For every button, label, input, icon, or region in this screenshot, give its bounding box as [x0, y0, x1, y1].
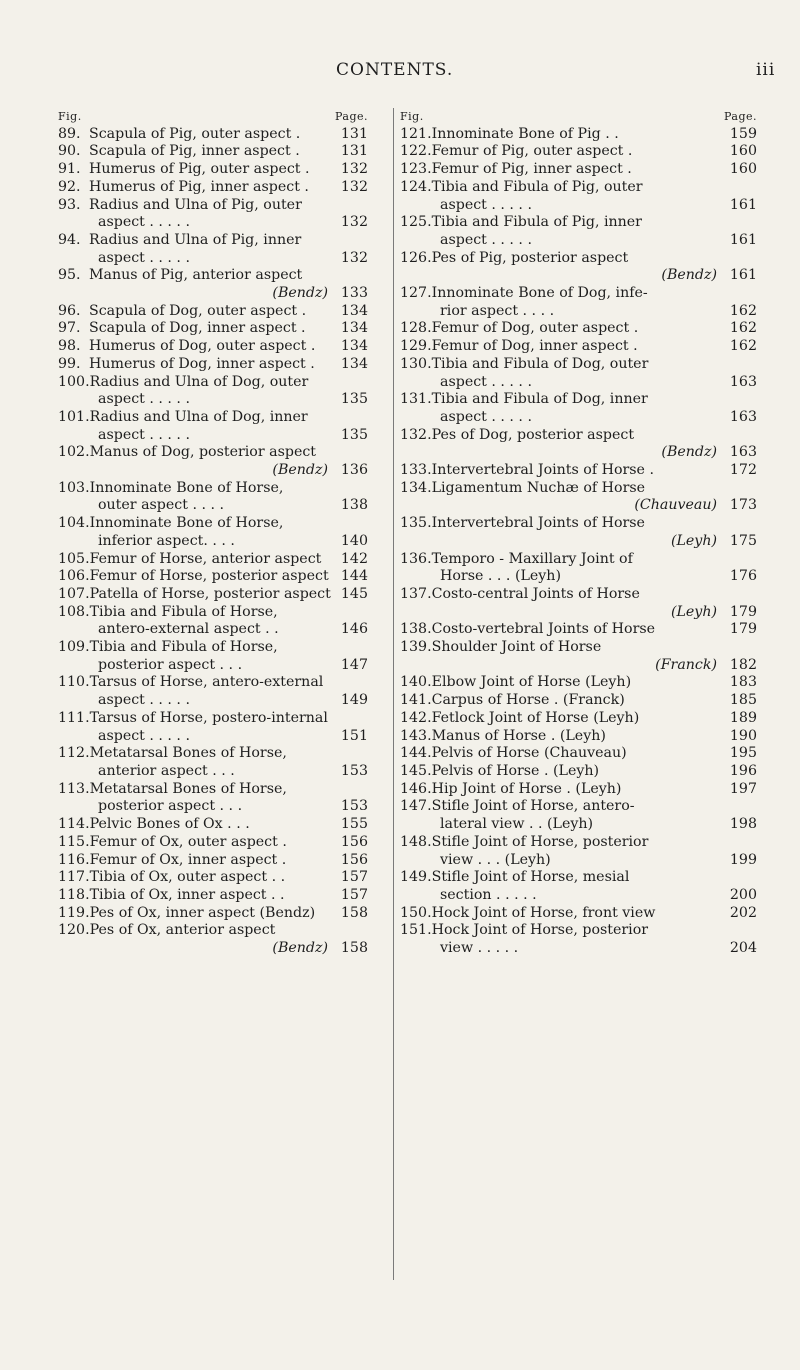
entry-text: view . . . . . — [440, 940, 519, 957]
entry-page-number: 156 — [340, 851, 368, 868]
entry-page-number: 151 — [340, 727, 368, 744]
contents-entry — [58, 781, 368, 816]
entry-page-number: 197 — [729, 780, 757, 797]
entry-page-number: 149 — [340, 692, 368, 709]
contents-entry — [400, 338, 757, 356]
entry-text: lateral view . . (Leyh) — [440, 816, 594, 833]
entry-text: Humerus of Pig, outer aspect . — [89, 161, 310, 178]
entry-page-number: 131 — [340, 125, 368, 142]
contents-entry — [58, 604, 368, 639]
figure-number: 144. — [400, 745, 432, 762]
contents-column-left — [58, 108, 368, 958]
contents-entry — [400, 515, 757, 550]
contents-entry — [58, 745, 368, 780]
entry-page-number: 158 — [340, 940, 368, 957]
entry-text: Innominate Bone of Dog, infe- — [431, 285, 648, 302]
entry-text: Pelvis of Horse . (Leyh) — [431, 763, 600, 779]
contents-entry — [400, 214, 757, 249]
figure-number: 128. — [400, 320, 432, 337]
entry-page-number: 145 — [340, 585, 368, 602]
entry-page-number: 153 — [340, 763, 368, 779]
entry-text: aspect . . . . . — [98, 426, 190, 443]
entry-text: Pes of Pig, posterior aspect — [431, 249, 629, 266]
entry-text: Femur of Dog, outer aspect . — [431, 320, 639, 337]
entry-text: Femur of Ox, outer aspect . — [89, 833, 287, 850]
figure-number: 145. — [400, 763, 432, 779]
contents-entry — [58, 444, 368, 479]
entry-text: Femur of Ox, inner aspect . — [89, 851, 287, 868]
entry-text: Stifle Joint of Horse, antero- — [431, 798, 635, 815]
entry-text: Stifle Joint of Horse, mesial — [431, 869, 630, 886]
entry-text: Scapula of Pig, inner aspect . — [89, 143, 300, 160]
entry-text: Fetlock Joint of Horse (Leyh) — [431, 709, 640, 726]
contents-entry — [400, 356, 757, 391]
entry-page-number: 144 — [340, 568, 368, 585]
contents-entry — [400, 250, 757, 285]
contents-entry — [58, 852, 368, 870]
entry-text: Femur of Dog, inner aspect . — [431, 338, 638, 355]
entry-text: Tarsus of Horse, antero-external — [89, 674, 324, 691]
entry-page-number: 140 — [340, 532, 368, 549]
figure-number: 117. — [58, 869, 90, 886]
entry-page-number: 163 — [729, 444, 757, 461]
entry-text: Manus of Dog, posterior aspect — [89, 444, 316, 461]
figure-number: 141. — [400, 692, 432, 709]
contents-entry — [400, 674, 757, 692]
figure-number: 89. — [58, 125, 81, 142]
entry-text: Tibia of Ox, outer aspect . . — [89, 869, 286, 886]
contents-entry — [58, 374, 368, 409]
entry-text: posterior aspect . . . — [98, 798, 243, 815]
contents-entry — [58, 320, 368, 338]
contents-entry — [400, 710, 757, 728]
figure-number: 139. — [400, 639, 432, 656]
contents-entry — [400, 391, 757, 426]
figure-number: 91. — [58, 161, 81, 178]
figure-number: 116. — [58, 851, 90, 868]
entry-text: Radius and Ulna of Dog, outer — [89, 373, 309, 390]
figure-number: 137. — [400, 585, 432, 602]
contents-entry — [58, 674, 368, 709]
entry-text: Humerus of Pig, inner aspect . — [89, 178, 309, 195]
contents-entry — [58, 816, 368, 834]
column-header — [58, 108, 368, 126]
entry-text: Pes of Ox, inner aspect (Bendz) — [89, 904, 316, 921]
contents-entry — [400, 745, 757, 763]
contents-entry — [400, 586, 757, 621]
figure-number: 110. — [58, 674, 90, 691]
figure-number: 112. — [58, 745, 90, 762]
entry-page-number: 175 — [729, 532, 757, 549]
entry-page-number: 190 — [729, 727, 757, 744]
figure-number: 133. — [400, 462, 432, 479]
contents-entry — [58, 922, 368, 957]
figure-number: 109. — [58, 639, 90, 656]
figure-number: 143. — [400, 727, 432, 744]
contents-entry — [58, 515, 368, 550]
entry-page-number: 132 — [340, 178, 368, 195]
page-heading: Page. — [723, 110, 757, 123]
entry-page-number: 132 — [340, 161, 368, 178]
contents-entry — [400, 692, 757, 710]
figure-number: 134. — [400, 479, 432, 496]
entry-text: antero-external aspect . . — [98, 621, 279, 638]
entry-text: Costo-vertebral Joints of Horse — [431, 621, 656, 638]
figure-number: 106. — [58, 568, 90, 585]
figure-number: 103. — [58, 479, 90, 496]
entry-page-number: 135 — [340, 426, 368, 443]
entry-page-number: 132 — [340, 214, 368, 231]
entry-page-number: 132 — [340, 249, 368, 266]
entry-text: (Leyh) — [670, 532, 717, 549]
contents-entry — [58, 409, 368, 444]
entry-page-number: 183 — [729, 674, 757, 691]
figure-number: 107. — [58, 585, 90, 602]
entry-page-number: 195 — [729, 745, 757, 762]
contents-entry — [400, 621, 757, 639]
entry-page-number: 147 — [340, 656, 368, 673]
entry-text: Innominate Bone of Horse, — [89, 479, 284, 496]
figure-number: 146. — [400, 780, 432, 797]
contents-entry — [400, 427, 757, 462]
contents-entry — [400, 905, 757, 923]
entry-text: view . . . (Leyh) — [440, 851, 551, 868]
entry-page-number: 199 — [729, 851, 757, 868]
entry-text: (Bendz) — [272, 462, 328, 479]
contents-entry — [58, 143, 368, 161]
entry-text: Tibia and Fibula of Pig, inner — [431, 214, 642, 231]
contents-entry — [400, 143, 757, 161]
entry-page-number: 179 — [729, 621, 757, 638]
entry-text: aspect . . . . . — [98, 727, 190, 744]
entry-text: Humerus of Dog, inner aspect . — [89, 355, 315, 372]
contents-entry — [58, 639, 368, 674]
contents-column-right — [393, 108, 757, 1280]
entry-text: aspect . . . . . — [440, 231, 532, 248]
entry-page-number: 134 — [340, 338, 368, 355]
contents-entry — [58, 161, 368, 179]
contents-entry — [58, 338, 368, 356]
entry-text: (Franck) — [655, 656, 717, 673]
entry-text: Metatarsal Bones of Horse, — [89, 780, 287, 797]
entry-text: aspect . . . . . — [98, 249, 190, 266]
entry-text: section . . . . . — [440, 886, 537, 903]
contents-entry — [400, 320, 757, 338]
entry-text: Femur of Pig, outer aspect . — [431, 143, 633, 160]
contents-entry — [400, 480, 757, 515]
contents-entry — [400, 798, 757, 833]
entry-text: Elbow Joint of Horse (Leyh) — [431, 674, 632, 691]
entry-text: Tibia and Fibula of Dog, outer — [431, 355, 649, 372]
entry-text: posterior aspect . . . — [98, 656, 243, 673]
entry-page-number: 155 — [340, 816, 368, 833]
entry-page-number: 134 — [340, 302, 368, 319]
figure-number: 115. — [58, 833, 90, 850]
contents-entry — [400, 161, 757, 179]
figure-number: 151. — [400, 922, 432, 939]
contents-entry — [400, 728, 757, 746]
entry-text: (Bendz) — [661, 444, 717, 461]
contents-entry — [58, 179, 368, 197]
figure-number: 135. — [400, 515, 432, 532]
entry-text: Ligamentum Nuchæ of Horse — [431, 479, 646, 496]
entry-text: inferior aspect. . . . — [98, 532, 235, 549]
entry-text: aspect . . . . . — [440, 373, 532, 390]
entry-page-number: 157 — [340, 869, 368, 886]
contents-entry — [58, 126, 368, 144]
contents-entry — [400, 869, 757, 904]
entry-text: Scapula of Dog, outer aspect . — [89, 302, 307, 319]
entry-text: Femur of Pig, inner aspect . — [431, 161, 632, 178]
page-number: iii — [756, 60, 776, 80]
figure-number: 102. — [58, 444, 90, 461]
page-heading: Page. — [334, 110, 368, 123]
entry-text: Radius and Ulna of Pig, inner — [89, 231, 302, 248]
entry-text: aspect . . . . . — [98, 692, 190, 709]
entry-page-number: 136 — [340, 462, 368, 479]
entry-page-number: 159 — [729, 125, 757, 142]
contents-entry — [400, 922, 757, 957]
contents-entry — [58, 586, 368, 604]
entry-page-number: 196 — [729, 763, 757, 779]
entry-text: Pes of Ox, anterior aspect — [89, 922, 276, 939]
entry-page-number: 173 — [729, 497, 757, 514]
entry-page-number: 204 — [729, 940, 757, 957]
contents-entry — [58, 480, 368, 515]
entry-text: Tibia of Ox, inner aspect . . — [89, 886, 285, 903]
figure-number: 104. — [58, 515, 90, 532]
entry-text: Tibia and Fibula of Horse, — [89, 639, 278, 656]
entry-text: Hock Joint of Horse, front view — [431, 904, 656, 921]
figure-number: 100. — [58, 373, 90, 390]
contents-entry — [400, 551, 757, 586]
entry-page-number: 163 — [729, 373, 757, 390]
entry-text: (Bendz) — [272, 285, 328, 302]
contents-entry — [58, 905, 368, 923]
contents-entry — [400, 639, 757, 674]
entry-page-number: 163 — [729, 408, 757, 425]
entry-page-number: 162 — [729, 302, 757, 319]
entry-text: Hip Joint of Horse . (Leyh) — [431, 780, 622, 797]
entry-page-number: 198 — [729, 816, 757, 833]
contents-entry — [58, 197, 368, 232]
page-title: CONTENTS. — [336, 60, 454, 80]
entry-page-number: 133 — [340, 285, 368, 302]
entry-text: Radius and Ulna of Pig, outer — [89, 196, 302, 213]
fig-heading: Fig. — [400, 110, 424, 123]
entry-page-number: 135 — [340, 391, 368, 408]
entry-text: Carpus of Horse . (Franck) — [431, 692, 625, 709]
entry-text: anterior aspect . . . — [98, 763, 235, 779]
entry-text: Radius and Ulna of Dog, inner — [89, 408, 308, 425]
entry-page-number: 134 — [340, 320, 368, 337]
entry-page-number: 161 — [729, 196, 757, 213]
figure-number: 119. — [58, 904, 90, 921]
figure-number: 99. — [58, 355, 81, 372]
figure-number: 127. — [400, 285, 432, 302]
figure-number: 140. — [400, 674, 432, 691]
figure-number: 96. — [58, 302, 81, 319]
figure-number: 97. — [58, 320, 81, 337]
figure-number: 90. — [58, 143, 81, 160]
entry-text: Hock Joint of Horse, posterior — [431, 922, 649, 939]
entry-text: aspect . . . . . — [98, 391, 190, 408]
figure-number: 124. — [400, 178, 432, 195]
contents-entry — [58, 710, 368, 745]
running-head — [0, 60, 800, 84]
entry-page-number: 158 — [340, 904, 368, 921]
entry-text: (Bendz) — [661, 267, 717, 284]
entry-text: Costo-central Joints of Horse — [431, 585, 640, 602]
figure-number: 129. — [400, 338, 432, 355]
contents-entry — [400, 126, 757, 144]
figure-number: 123. — [400, 161, 432, 178]
entry-text: Femur of Horse, posterior aspect — [89, 568, 329, 585]
figure-number: 122. — [400, 143, 432, 160]
contents-entry — [400, 462, 757, 480]
entry-text: Metatarsal Bones of Horse, — [89, 745, 287, 762]
figure-number: 113. — [58, 780, 90, 797]
figure-number: 105. — [58, 550, 90, 567]
figure-number: 108. — [58, 603, 90, 620]
entry-text: Scapula of Dog, inner aspect . — [89, 320, 306, 337]
entry-page-number: 138 — [340, 497, 368, 514]
contents-entry — [58, 834, 368, 852]
figure-number: 121. — [400, 125, 432, 142]
entry-text: Patella of Horse, posterior aspect — [89, 585, 331, 602]
figure-number: 126. — [400, 249, 432, 266]
entry-text: Tibia and Fibula of Dog, inner — [431, 391, 648, 408]
entry-page-number: 142 — [340, 550, 368, 567]
figure-number: 132. — [400, 426, 432, 443]
entry-text: aspect . . . . . — [440, 408, 532, 425]
contents-entry — [400, 781, 757, 799]
entry-list — [58, 126, 368, 958]
figure-number: 136. — [400, 550, 432, 567]
figure-number: 138. — [400, 621, 432, 638]
entry-text: Temporo - Maxillary Joint of — [431, 550, 633, 567]
contents-entry — [400, 834, 757, 869]
entry-page-number: 153 — [340, 798, 368, 815]
entry-text: Stifle Joint of Horse, posterior — [431, 833, 649, 850]
entry-page-number: 172 — [729, 462, 757, 479]
contents-entry — [58, 869, 368, 887]
entry-text: Innominate Bone of Horse, — [89, 515, 284, 532]
entry-page-number: 176 — [729, 568, 757, 585]
entry-page-number: 131 — [340, 143, 368, 160]
entry-text: Pelvic Bones of Ox . . . — [89, 816, 250, 833]
entry-text: Pes of Dog, posterior aspect — [431, 426, 635, 443]
figure-number: 130. — [400, 355, 432, 372]
contents-entry — [58, 267, 368, 302]
entry-list — [400, 126, 757, 958]
entry-text: Horse . . . (Leyh) — [440, 568, 561, 585]
figure-number: 95. — [58, 267, 81, 284]
entry-page-number: 189 — [729, 709, 757, 726]
entry-text: aspect . . . . . — [98, 214, 190, 231]
figure-number: 92. — [58, 178, 81, 195]
entry-page-number: 134 — [340, 355, 368, 372]
figure-number: 120. — [58, 922, 90, 939]
contents-entry — [58, 551, 368, 569]
figure-number: 93. — [58, 196, 81, 213]
entry-page-number: 157 — [340, 886, 368, 903]
entry-text: Tibia and Fibula of Horse, — [89, 603, 278, 620]
entry-text: aspect . . . . . — [440, 196, 532, 213]
figure-number: 150. — [400, 904, 432, 921]
entry-page-number: 162 — [729, 338, 757, 355]
entry-text: Scapula of Pig, outer aspect . — [89, 125, 301, 142]
figure-number: 94. — [58, 231, 81, 248]
contents-entry — [58, 568, 368, 586]
fig-heading: Fig. — [58, 110, 82, 123]
entry-page-number: 146 — [340, 621, 368, 638]
entry-text: Femur of Horse, anterior aspect — [89, 550, 322, 567]
entry-text: outer aspect . . . . — [98, 497, 225, 514]
entry-text: Intervertebral Joints of Horse . — [431, 462, 654, 479]
entry-page-number: 182 — [729, 656, 757, 673]
contents-entry — [400, 285, 757, 320]
contents-entry — [400, 763, 757, 781]
column-header — [400, 108, 757, 126]
figure-number: 142. — [400, 709, 432, 726]
entry-page-number: 156 — [340, 833, 368, 850]
entry-text: Humerus of Dog, outer aspect . — [89, 338, 316, 355]
figure-number: 131. — [400, 391, 432, 408]
contents-entry — [58, 232, 368, 267]
entry-page-number: 160 — [729, 143, 757, 160]
entry-text: (Leyh) — [670, 603, 717, 620]
entry-page-number: 200 — [729, 886, 757, 903]
figure-number: 148. — [400, 833, 432, 850]
entry-text: Manus of Horse . (Leyh) — [431, 727, 606, 744]
figure-number: 147. — [400, 798, 432, 815]
entry-text: (Bendz) — [272, 940, 328, 957]
figure-number: 118. — [58, 886, 90, 903]
entry-page-number: 185 — [729, 692, 757, 709]
entry-text: Shoulder Joint of Horse — [431, 639, 602, 656]
figure-number: 125. — [400, 214, 432, 231]
figure-number: 98. — [58, 338, 81, 355]
entry-text: Intervertebral Joints of Horse — [431, 515, 645, 532]
contents-entry — [58, 356, 368, 374]
contents-entry — [400, 179, 757, 214]
entry-page-number: 161 — [729, 231, 757, 248]
entry-text: rior aspect . . . . — [440, 302, 555, 319]
figure-number: 114. — [58, 816, 90, 833]
entry-text: Pelvis of Horse (Chauveau) — [431, 745, 627, 762]
entry-text: Innominate Bone of Pig . . — [431, 125, 619, 142]
entry-text: Tibia and Fibula of Pig, outer — [431, 178, 643, 195]
entry-text: Manus of Pig, anterior aspect — [89, 267, 303, 284]
entry-page-number: 161 — [729, 267, 757, 284]
contents-entry — [58, 887, 368, 905]
entry-text: (Chauveau) — [634, 497, 717, 514]
entry-page-number: 162 — [729, 320, 757, 337]
figure-number: 111. — [58, 709, 90, 726]
entry-page-number: 202 — [729, 904, 757, 921]
figure-number: 101. — [58, 408, 90, 425]
contents-entry — [58, 303, 368, 321]
entry-text: Tarsus of Horse, postero-internal — [89, 709, 328, 726]
entry-page-number: 160 — [729, 161, 757, 178]
figure-number: 149. — [400, 869, 432, 886]
entry-page-number: 179 — [729, 603, 757, 620]
